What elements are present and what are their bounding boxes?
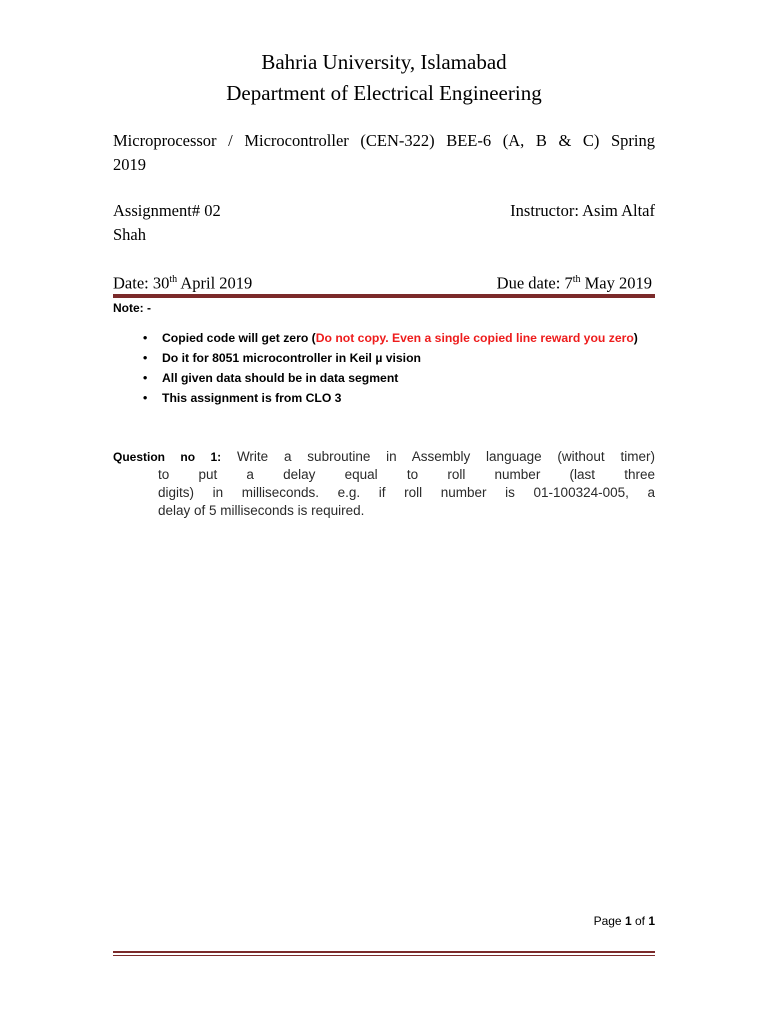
bullet-icon: •	[143, 371, 148, 385]
issue-date: Date: 30th April 2019	[113, 273, 253, 293]
note-label: Note: -	[113, 301, 151, 315]
list-item: • Copied code will get zero (Do not copy. Even a single copied line reward you zero)	[113, 328, 655, 348]
course-year: 2019	[113, 155, 146, 174]
university-title: Bahria University, Islamabad	[261, 50, 507, 74]
due-date: Due date: 7th May 2019	[496, 273, 652, 293]
warning-text: Do not copy. Even a single copied line reward you zero	[315, 331, 634, 345]
bullet-icon: •	[143, 351, 148, 365]
course-line: Microprocessor / Microcontroller (CEN-322) BEE-6 (A, B & C) Spring	[113, 131, 655, 150]
bullet-icon: •	[143, 331, 148, 345]
note-list	[113, 328, 655, 408]
header-divider	[113, 294, 655, 298]
instructor-name-cont: Shah	[113, 225, 146, 244]
footer-divider	[113, 951, 655, 953]
question-label: Question no 1:	[113, 450, 222, 464]
page-number: Page 1 of 1	[593, 914, 655, 928]
list-item: • This assignment is from CLO 3	[113, 388, 655, 408]
assignment-number: Assignment# 02	[113, 201, 221, 220]
list-item: • Do it for 8051 microcontroller in Keil µ vision	[113, 348, 655, 368]
footer-divider-thin	[113, 955, 655, 956]
question-1: Question no 1: Write a subroutine in Assembly language (without timer) to put a delay equal to roll number (last three digits) in milliseconds. e.g. if roll number is 01-100324-005, a delay of 5 milliseconds is required.	[113, 449, 655, 518]
instructor-name: Instructor: Asim Altaf	[510, 201, 655, 220]
list-item: • All given data should be in data segment	[113, 368, 655, 388]
bullet-icon: •	[143, 391, 148, 405]
department-title: Department of Electrical Engineering	[226, 81, 542, 105]
